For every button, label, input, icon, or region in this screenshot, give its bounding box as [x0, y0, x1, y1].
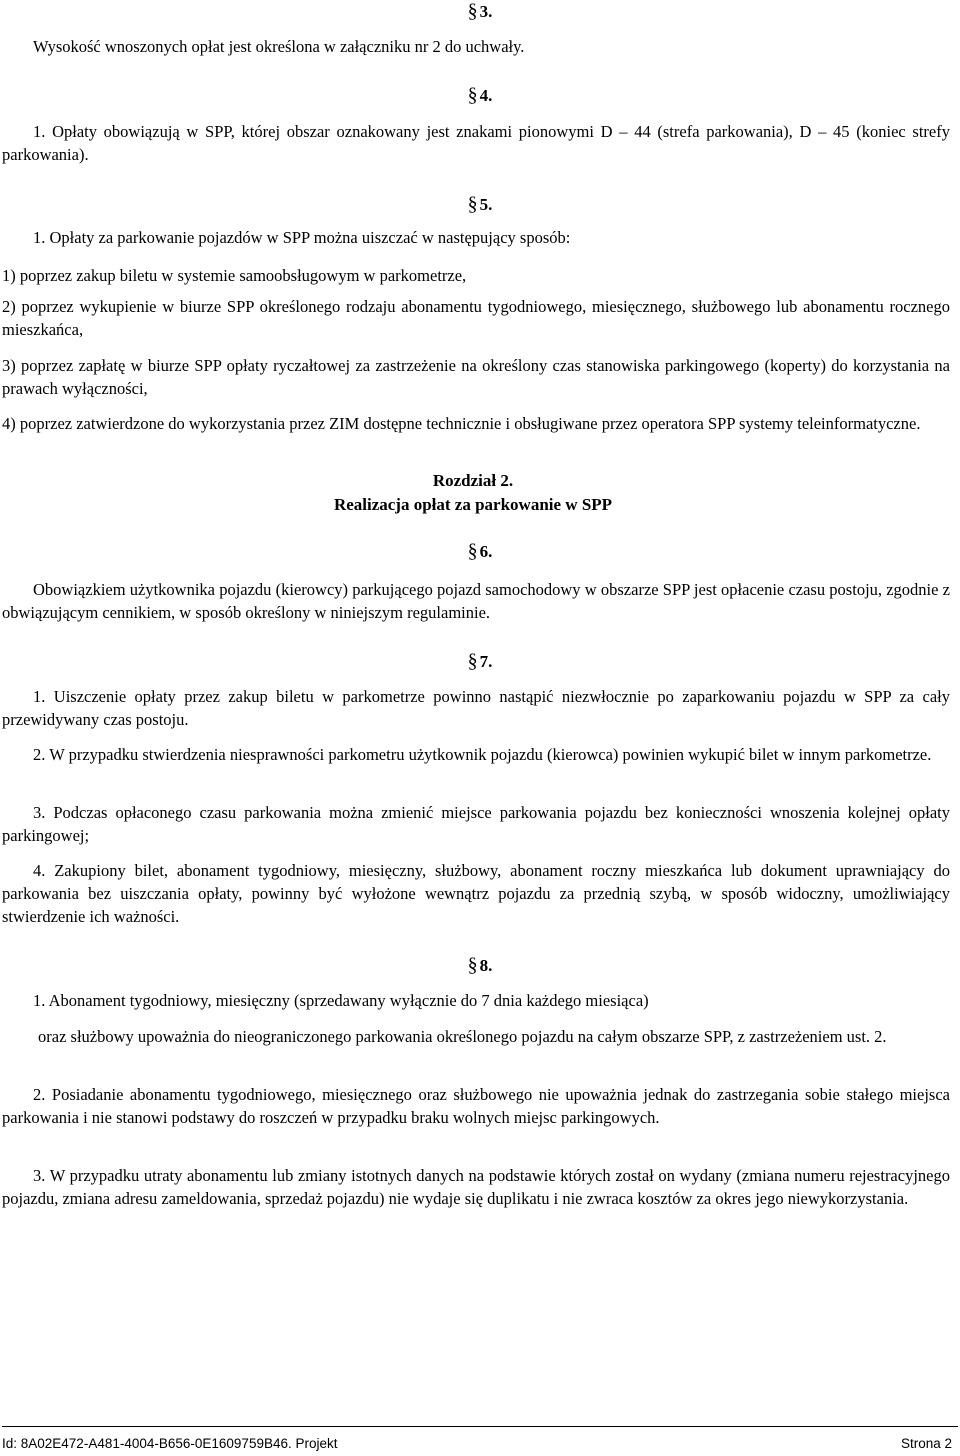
- page-number: Strona 2: [900, 1436, 952, 1451]
- section-number: 5.: [479, 195, 493, 214]
- section-8-paragraph-3: 3. W przypadku utraty abonamentu lub zmiany istotnych danych na podstawie których został on wydany (zmiana numeru rejestracyjnego pojazdu, zmiana adresu zameldowania, sprzedaż pojazdu) nie wydaje się duplikatu i nie zwraca kosztów za okres jego niewykorzystania.: [2, 1166, 950, 1208]
- section-8-heading: [0, 954, 960, 977]
- section-5-item-2: 2) poprzez wykupienie w biurze SPP określonego rodzaju abonamentu tygodniowego, miesięcznego, służbowego lub abonamentu rocznego mieszkańca,: [2, 297, 950, 339]
- section-symbol: §: [467, 540, 478, 562]
- section-4-paragraph-1: 1. Opłaty obowiązują w SPP, której obszar oznakowany jest znakami pionowymi D – 44 (strefa parkowania), D – 45 (koniec strefy parkowania).: [2, 122, 950, 164]
- page-footer: [2, 1432, 952, 1455]
- section-5-item-4: 4) poprzez zatwierdzone do wykorzystania przez ZIM dostępne technicznie i obsługiwane przez operatora SPP systemy teleinformatyczne.: [2, 414, 921, 433]
- section-symbol: §: [467, 84, 478, 106]
- section-6-paragraph: Obowiązkiem użytkownika pojazdu (kierowcy) parkującego pojazd samochodowy w obszarze SPP jest opłacenie czasu postoju, zgodnie z obwiązującym cennikiem, w sposób określony w niniejszym regulaminie.: [2, 580, 950, 622]
- section-5-heading: [0, 193, 960, 216]
- document-id: Id: 8A02E472-A481-4004-B656-0E1609759B46. Projekt: [2, 1436, 338, 1451]
- footer-divider: [2, 1426, 958, 1427]
- section-number: 6.: [479, 542, 493, 561]
- chapter-label: Rozdział 2.: [432, 471, 514, 490]
- section-symbol: §: [467, 650, 478, 672]
- section-3-heading: [0, 0, 960, 23]
- section-7-paragraph-3: 3. Podczas opłaconego czasu parkowania można zmienić miejsce parkowania pojazdu bez konieczności wnoszenia kolejnej opłaty parkingowej;: [2, 803, 950, 845]
- chapter-title: Realizacja opłat za parkowanie w SPP: [333, 495, 613, 514]
- section-5-item-3: 3) poprzez zapłatę w biurze SPP opłaty ryczałtowej za zastrzeżenie na określony czas stanowiska parkingowego (koperty) do korzystania na prawach wyłączności,: [2, 356, 950, 398]
- section-number: 8.: [479, 956, 493, 975]
- section-5-item-1: 1) poprzez zakup biletu w systemie samoobsługowym w parkometrze,: [2, 266, 467, 285]
- section-symbol: §: [467, 0, 478, 22]
- section-8-paragraph-1b: oraz służbowy upoważnia do nieograniczonego parkowania określonego pojazdu na całym obszarze SPP, z zastrzeżeniem ust. 2.: [38, 1027, 887, 1046]
- section-number: 4.: [479, 86, 493, 105]
- section-7-paragraph-2: 2. W przypadku stwierdzenia niesprawności parkometru użytkownik pojazdu (kierowca) powinien wykupić bilet w innym parkometrze.: [33, 745, 932, 764]
- section-symbol: §: [467, 193, 478, 215]
- section-7-paragraph-1: 1. Uiszczenie opłaty przez zakup biletu w parkometrze powinno nastąpić niezwłocznie po zaparkowaniu pojazdu w SPP za cały przewidywany czas postoju.: [2, 687, 950, 729]
- section-4-heading: [0, 84, 960, 107]
- section-8-paragraph-2: 2. Posiadanie abonamentu tygodniowego, miesięcznego oraz służbowego nie upoważnia jednak do zastrzegania sobie stałego miejsca parkowania i nie stanowi podstawy do roszczeń w przypadku braku wolnych miejsc parkingowych.: [2, 1085, 950, 1127]
- section-number: 7.: [479, 652, 493, 671]
- section-7-heading: [0, 650, 960, 673]
- section-8-paragraph-1a: 1. Abonament tygodniowy, miesięczny (sprzedawany wyłącznie do 7 dnia każdego miesiąca): [33, 991, 649, 1010]
- section-5-paragraph-1: 1. Opłaty za parkowanie pojazdów w SPP można uiszczać w następujący sposób:: [33, 228, 571, 247]
- section-number: 3.: [479, 2, 493, 21]
- section-7-paragraph-4: 4. Zakupiony bilet, abonament tygodniowy, miesięczny, służbowy, abonament roczny mieszkańca lub dokument uprawniający do parkowania bez uiszczania opłaty, powinny być wyłożone wewnątrz pojazdu za przednią szybą, w sposób widoczny, umożliwiający stwierdzenie ich ważności.: [2, 861, 950, 926]
- section-3-text: Wysokość wnoszonych opłat jest określona w załączniku nr 2 do uchwały.: [33, 37, 525, 56]
- section-6-heading: [0, 540, 960, 563]
- section-symbol: §: [467, 954, 478, 976]
